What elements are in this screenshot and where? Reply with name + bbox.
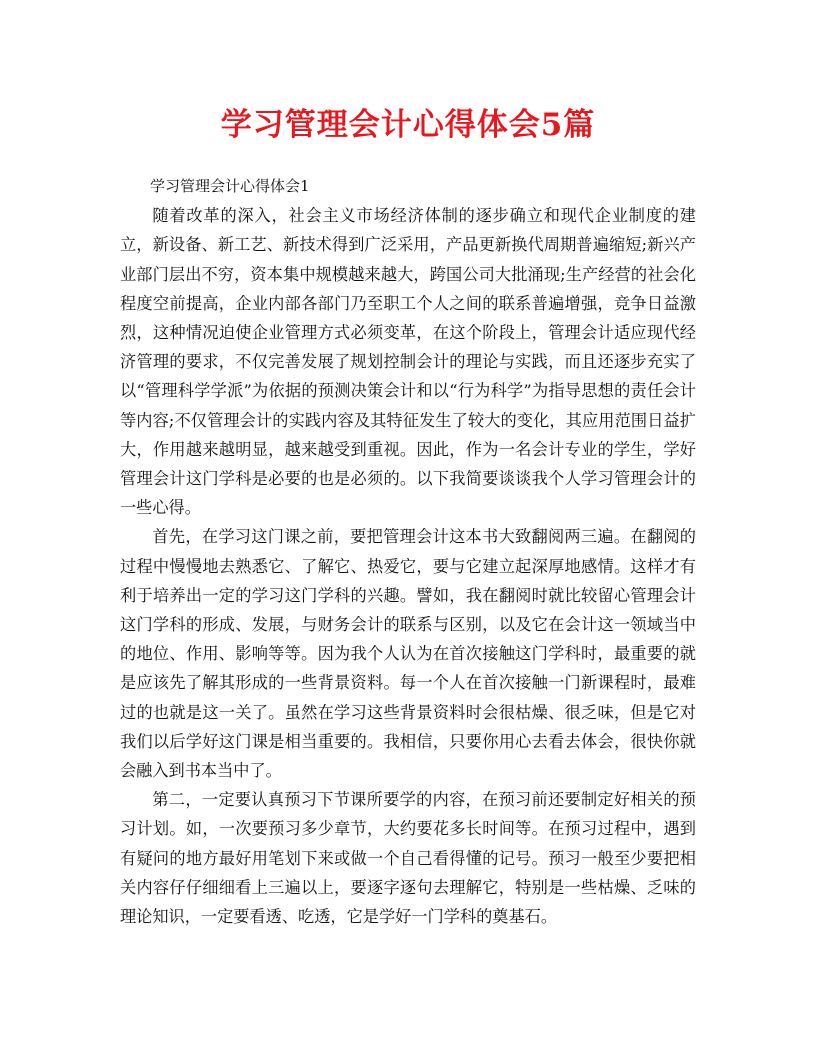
paragraph-1: 随着改革的深入，社会主义市场经济体制的逐步确立和现代企业制度的建立，新设备、新工艺、新技术得到广泛采用，产品更新换代周期普遍缩短;新兴产业部门层出不穷，资本集中规模越来越大，跨国公司大批涌现;生产经营的社会化程度空前提高，企业内部各部门乃至职工个人之间的联系普遍增强，竞争日益激烈，这种情况迫使企业管理方式必须变革，在这个阶段上，管理会计适应现代经济管理的要求，不仅完善发展了规划控制会计的理论与实践，而且还逐步充实了以“管理科学学派”为依据的预测决策会计和以“行为科学”为指导思想的责任会计等内容;不仅管理会计的实践内容及其特征发生了较大的变化，其应用范围日益扩大，作用越来越明显，越来越受到重视。因此，作为一名会计专业的学生，学好管理会计这门学科是必要的也是必须的。以下我简要谈谈我个人学习管理会计的一些心得。 [120, 206, 696, 518]
document-page [120, 100, 696, 931]
section-heading: 学习管理会计心得体会1 [150, 177, 310, 195]
paragraph-3: 第二，一定要认真预习下节课所要学的内容，在预习前还要制定好相关的预习计划。如，一次要预习多少章节，大约要花多长时间等。在预习过程中，遇到有疑问的地方最好用笔划下来或做一个自己看得懂的记号。预习一般至少要把相关内容仔仔细细看上三遍以上，要逐字逐句去理解它，特别是一些枯燥、乏味的理论知识，一定要看透、吃透，它是学好一门学科的奠基石。 [120, 790, 696, 927]
paragraph-2: 首先，在学习这门课之前，要把管理会计这本书大致翻阅两三遍。在翻阅的过程中慢慢地去熟悉它、了解它、热爱它，要与它建立起深厚地感情。这样才有利于培养出一定的学习这门学科的兴趣。譬如，我在翻阅时就比较留心管理会计这门学科的形成、发展，与财务会计的联系与区别，以及它在会计这一领域当中的地位、作用、影响等等。因为我个人认为在首次接触这门学科时，最重要的就是应该先了解其形成的一些背景资料。每一个人在首次接触一门新课程时，最难过的也就是这一关了。虽然在学习这些背景资料时会很枯燥、很乏味，但是它对我们以后学好这门课是相当重要的。我相信，只要你用心去看去体会，很快你就会融入到书本当中了。 [120, 527, 696, 781]
document-body [120, 172, 696, 931]
document-title: 学习管理会计心得体会5篇 [220, 107, 596, 143]
